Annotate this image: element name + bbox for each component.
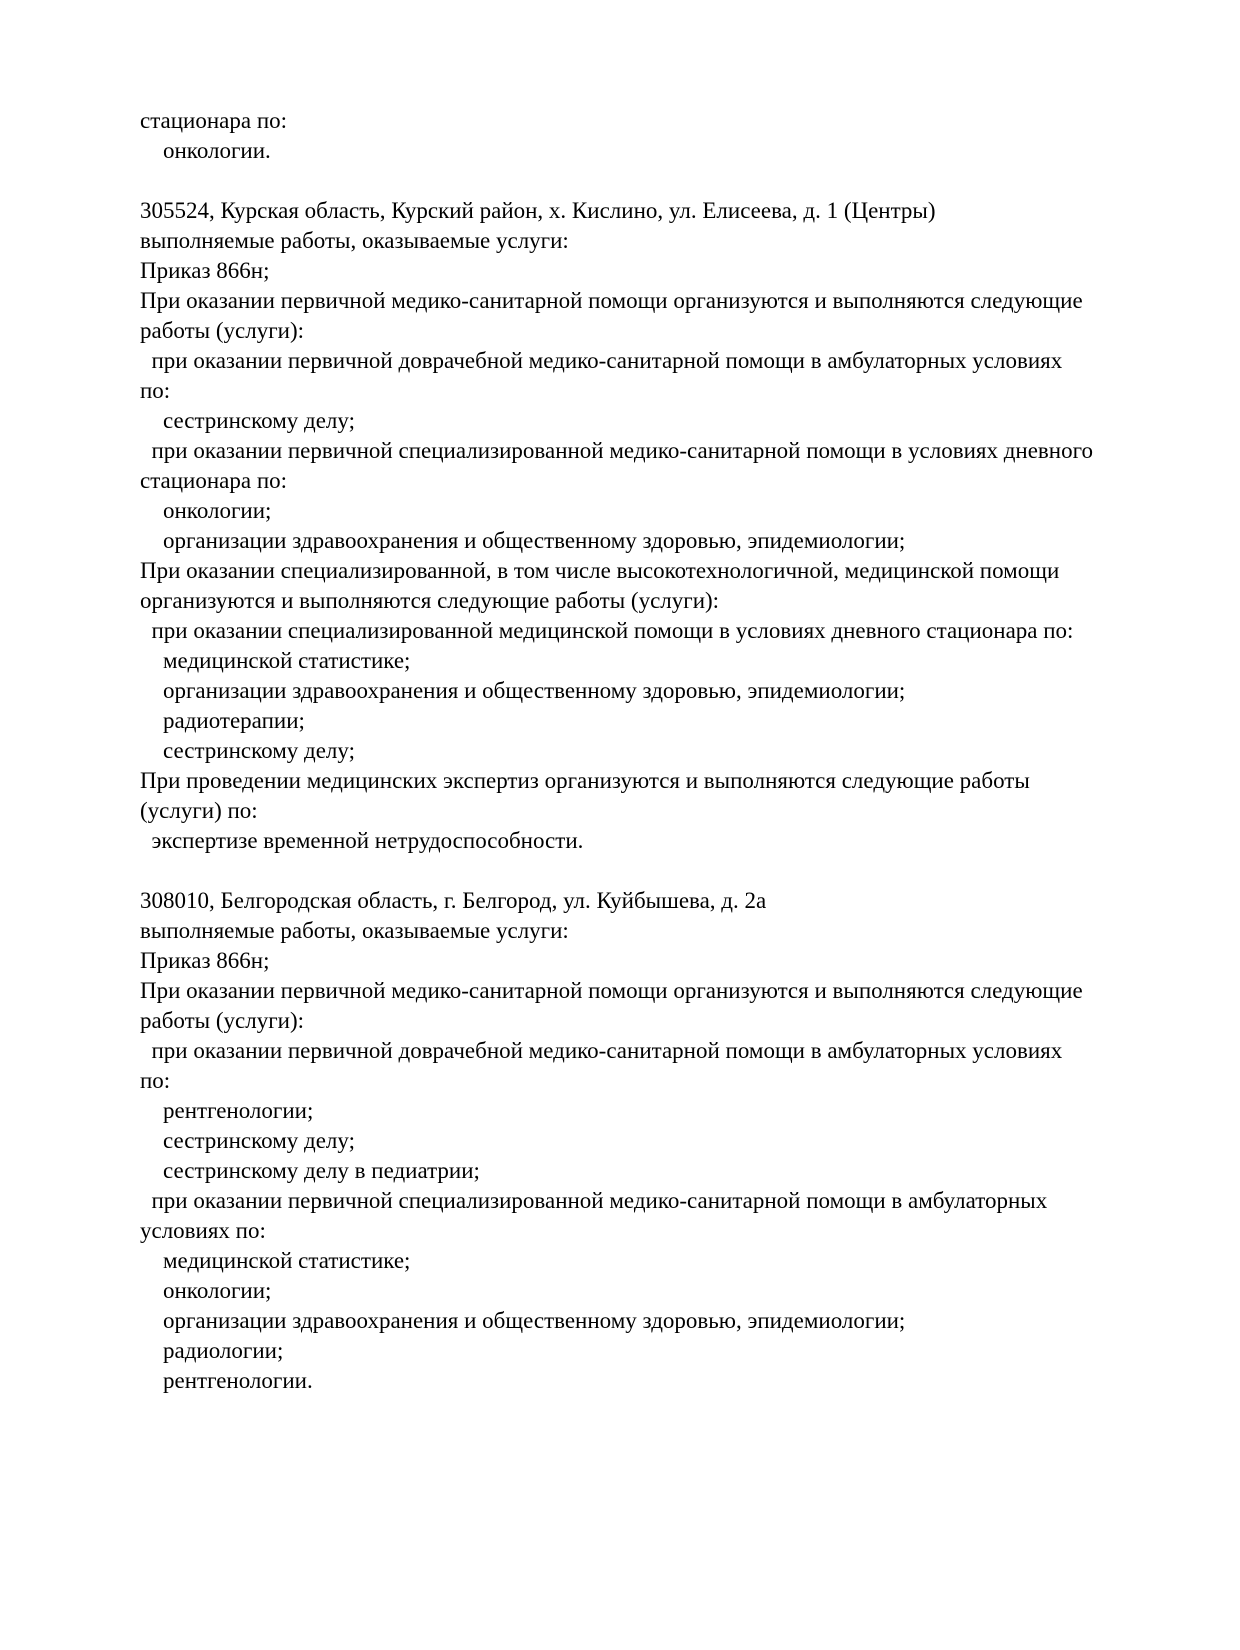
text-line: при оказании специализированной медицинской помощи в условиях дневного стационара по: xyxy=(140,618,1074,643)
text-line: при оказании первичной доврачебной медико-санитарной помощи в амбулаторных условиях xyxy=(140,348,1063,373)
text-line: медицинской статистике; xyxy=(140,648,411,673)
text-line: организации здравоохранения и общественному здоровью, эпидемиологии; xyxy=(140,528,906,553)
license-entry-305524 xyxy=(140,196,1180,856)
text-line: при оказании первичной специализированной медико-санитарной помощи в амбулаторных xyxy=(140,1188,1048,1213)
text-line: сестринскому делу; xyxy=(140,738,355,763)
text-line: организуются и выполняются следующие работы (услуги): xyxy=(140,588,720,613)
text-line: Приказ 866н; xyxy=(140,948,270,973)
text-line: работы (услуги): xyxy=(140,1008,304,1033)
text-line: выполняемые работы, оказываемые услуги: xyxy=(140,228,569,253)
text-line: сестринскому делу; xyxy=(140,408,355,433)
text-line: При оказании первичной медико-санитарной помощи организуются и выполняются следующие xyxy=(140,978,1083,1003)
text-line: сестринскому делу в педиатрии; xyxy=(140,1158,480,1183)
text-line: по: xyxy=(140,1068,171,1093)
text-line: При проведении медицинских экспертиз организуются и выполняются следующие работы xyxy=(140,768,1030,793)
license-entry-308010 xyxy=(140,886,1180,1396)
text-line: онкологии; xyxy=(140,1278,272,1303)
text-line: радиологии; xyxy=(140,1338,284,1363)
text-line: условиях по: xyxy=(140,1218,266,1243)
text-line: медицинской статистике; xyxy=(140,1248,411,1273)
text-line: онкологии. xyxy=(140,138,271,163)
text-line: организации здравоохранения и общественному здоровью, эпидемиологии; xyxy=(140,678,906,703)
text-line: рентгенологии; xyxy=(140,1098,314,1123)
text-line: Приказ 866н; xyxy=(140,258,270,283)
text-line: сестринскому делу; xyxy=(140,1128,355,1153)
text-line: онкологии; xyxy=(140,498,272,523)
text-line: экспертизе временной нетрудоспособности. xyxy=(140,828,584,853)
text-line: (услуги) по: xyxy=(140,798,258,823)
text-line: при оказании первичной доврачебной медико-санитарной помощи в амбулаторных условиях xyxy=(140,1038,1063,1063)
text-line: рентгенологии. xyxy=(140,1368,313,1393)
text-line: стационара по: xyxy=(140,468,288,493)
address-line: 305524, Курская область, Курский район, х. Кислино, ул. Елисеева, д. 1 (Центры) xyxy=(140,198,936,223)
text-line: При оказании первичной медико-санитарной помощи организуются и выполняются следующие xyxy=(140,288,1083,313)
text-line: по: xyxy=(140,378,171,403)
text-line: при оказании первичной специализированной медико-санитарной помощи в условиях дневного xyxy=(140,438,1093,463)
license-text-continuation xyxy=(140,106,1180,166)
text-line: радиотерапии; xyxy=(140,708,305,733)
text-line: работы (услуги): xyxy=(140,318,304,343)
text-line: выполняемые работы, оказываемые услуги: xyxy=(140,918,569,943)
address-line: 308010, Белгородская область, г. Белгород, ул. Куйбышева, д. 2а xyxy=(140,888,767,913)
text-line: организации здравоохранения и общественному здоровью, эпидемиологии; xyxy=(140,1308,906,1333)
text-line: При оказании специализированной, в том числе высокотехнологичной, медицинской помощи xyxy=(140,558,1060,583)
text-line: стационара по: xyxy=(140,108,288,133)
